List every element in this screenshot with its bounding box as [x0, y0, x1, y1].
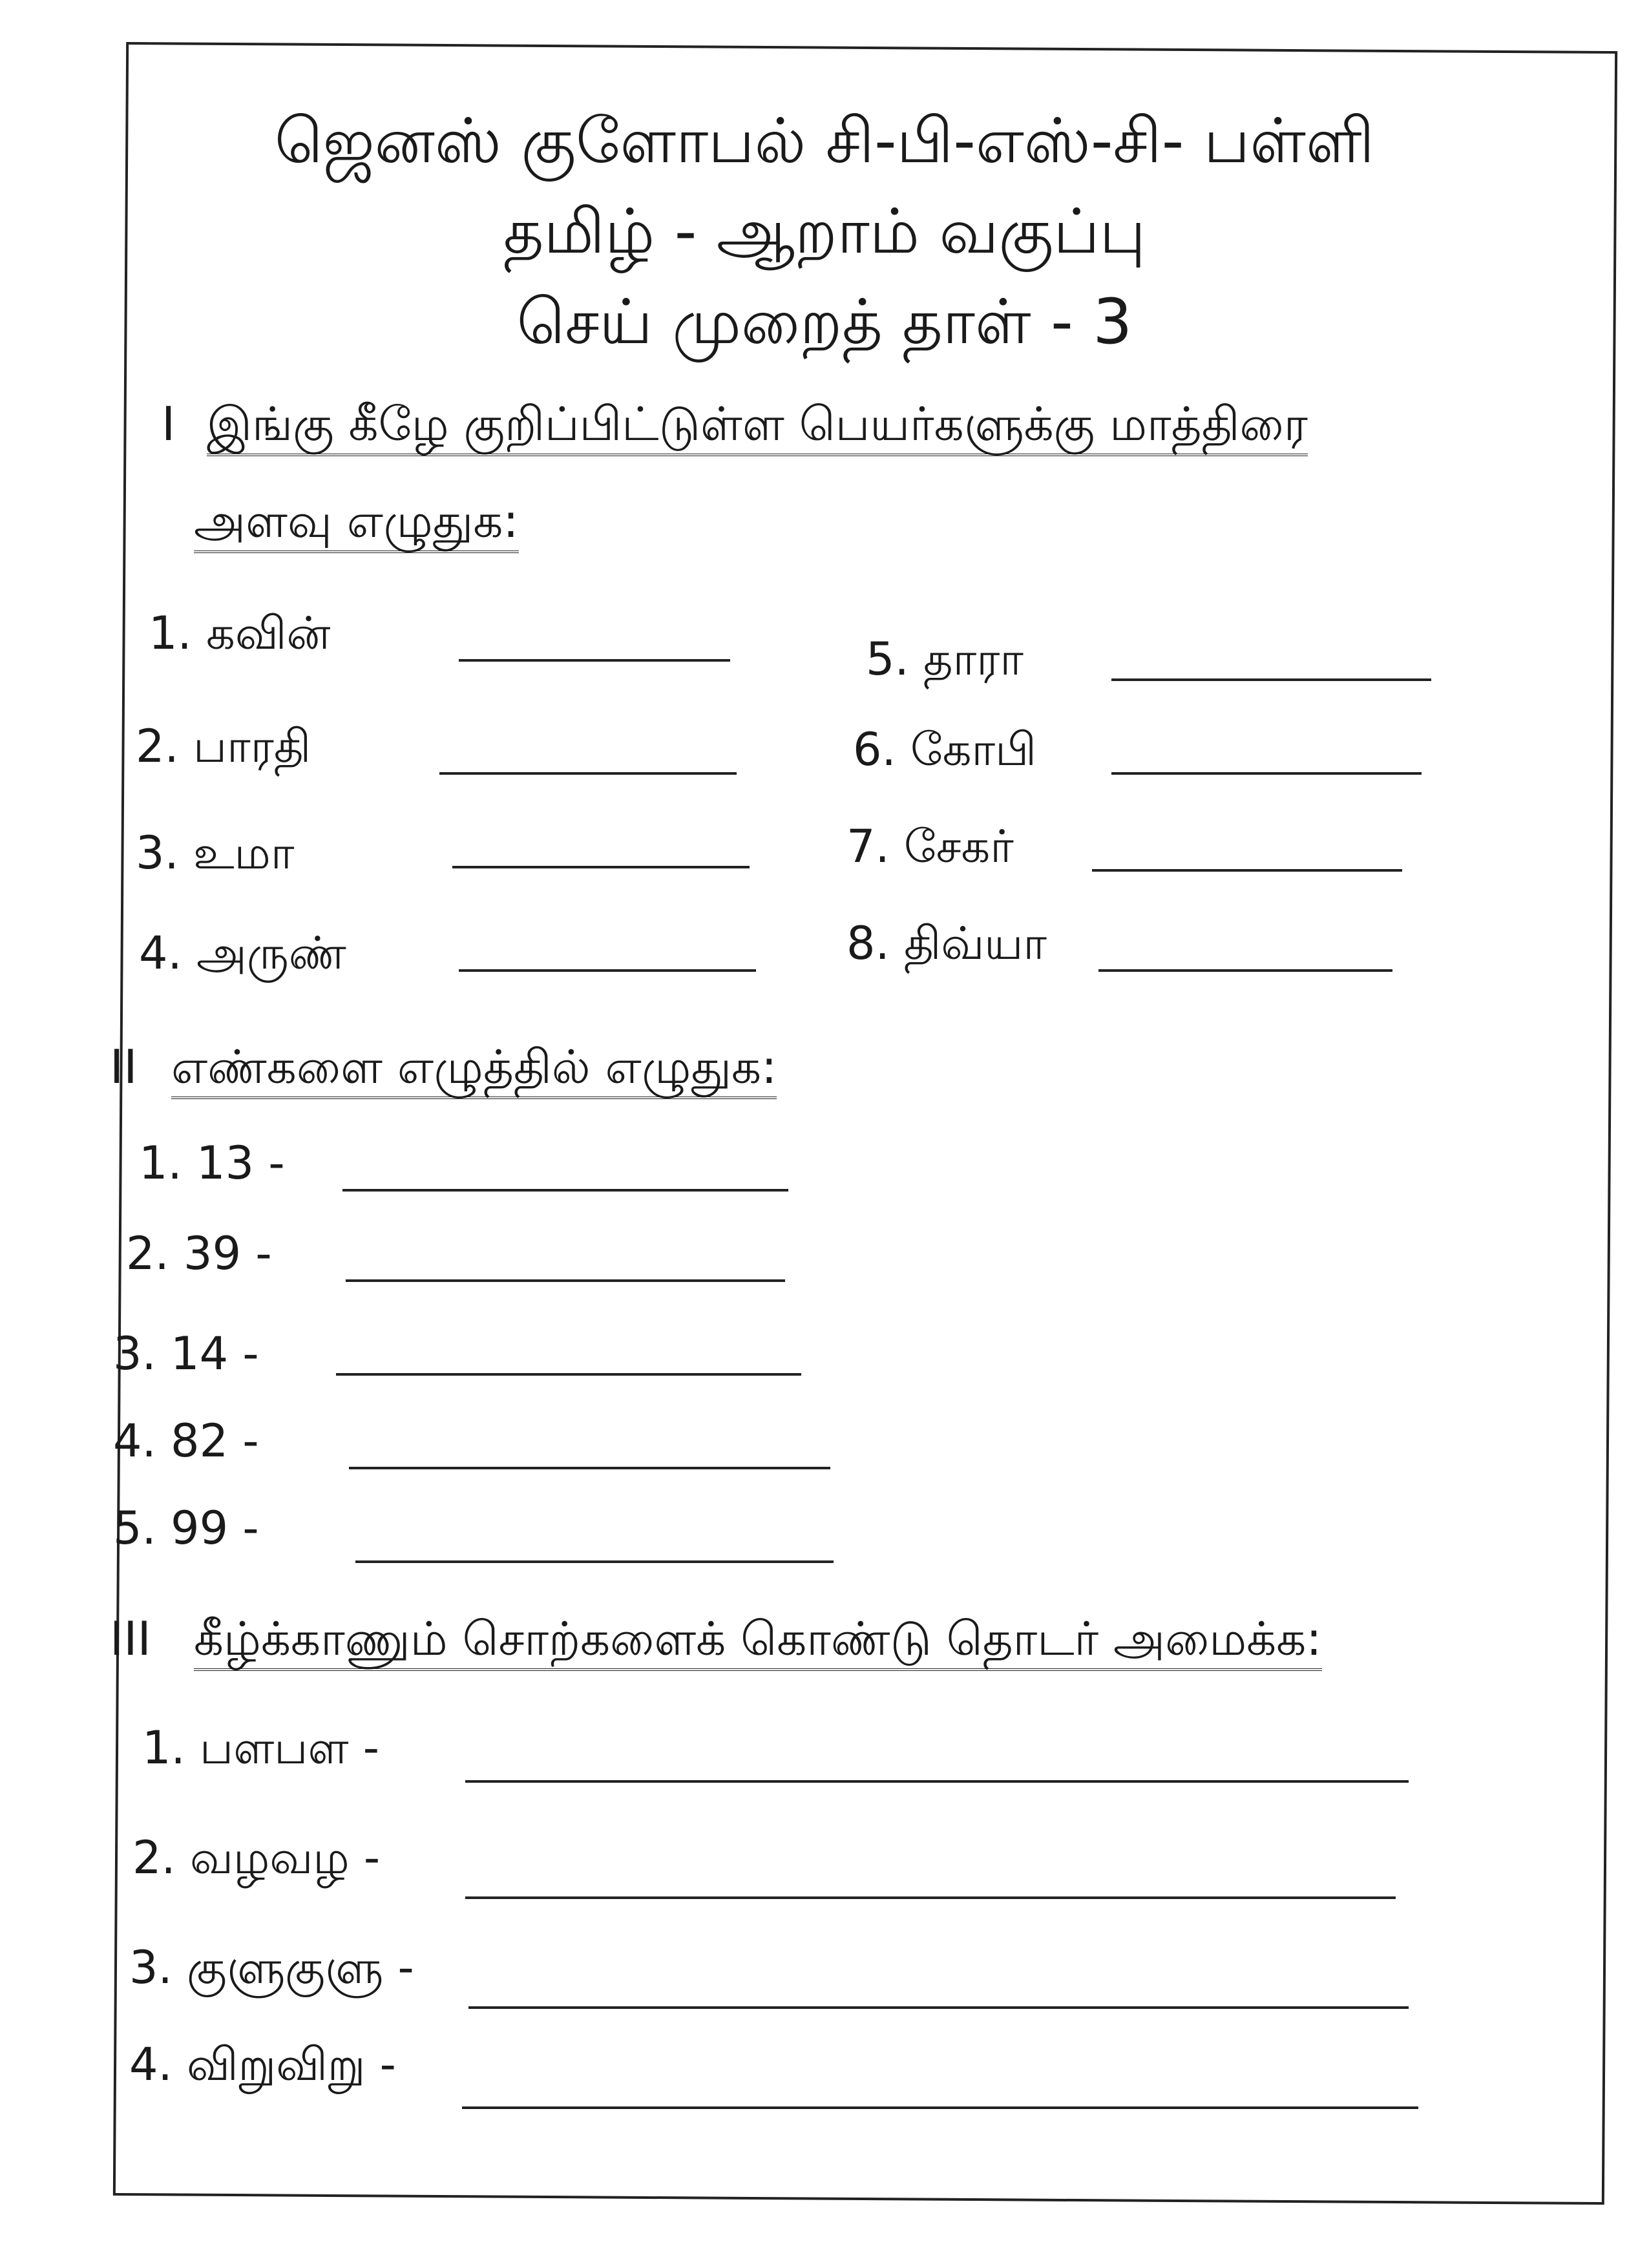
name-item-8: 8. திவ்யா	[846, 917, 1047, 970]
answer-blank-1[interactable]	[459, 659, 730, 662]
section1-number: I	[162, 397, 176, 451]
sentence-blank-1[interactable]	[465, 1780, 1409, 1783]
number-blank-1[interactable]	[342, 1189, 788, 1192]
section2-title: எண்களை எழுத்தில் எழுதுக:	[171, 1044, 777, 1099]
word-item-2: 2. வழவழ -	[132, 1831, 381, 1884]
number-item-3: 3. 14 -	[113, 1327, 259, 1380]
sentence-blank-3[interactable]	[468, 2006, 1409, 2009]
answer-blank-7[interactable]	[1092, 869, 1402, 872]
name-item-7: 7. சேகர்	[846, 820, 1014, 873]
name-item-4: 4. அருண்	[139, 927, 346, 980]
word-item-1: 1. பளபள -	[142, 1721, 380, 1774]
word-item-3: 3. குளுகுளு -	[129, 1941, 414, 1994]
number-blank-3[interactable]	[336, 1373, 801, 1376]
name-item-3: 3. உமா	[136, 826, 295, 879]
answer-blank-6[interactable]	[1111, 772, 1422, 775]
answer-blank-4[interactable]	[459, 969, 756, 972]
number-blank-5[interactable]	[355, 1560, 834, 1563]
name-item-6: 6. கோபி	[853, 723, 1036, 776]
sentence-blank-2[interactable]	[465, 1896, 1396, 1899]
name-item-2: 2. பாரதி	[136, 720, 311, 773]
number-blank-4[interactable]	[349, 1467, 830, 1469]
word-item-4: 4. விறுவிறு -	[129, 2038, 396, 2091]
section1-title-line1: இங்கு கீழே குறிப்பிட்டுள்ள பெயர்களுக்கு மாத்திரை	[207, 401, 1308, 456]
worksheet-title: செய் முறைத் தாள் - 3	[516, 286, 1133, 358]
number-item-5: 5. 99 -	[113, 1502, 259, 1555]
number-item-1: 1. 13 -	[139, 1137, 285, 1190]
section3-title: கீழ்க்காணும் சொற்களைக் கொண்டு தொடர் அமைக்க:	[194, 1615, 1322, 1671]
section3-number: III	[110, 1612, 151, 1666]
sentence-blank-4[interactable]	[462, 2106, 1418, 2109]
answer-blank-3[interactable]	[452, 866, 750, 868]
section2-number: II	[110, 1040, 138, 1094]
name-item-5: 5. தாரா	[866, 633, 1024, 686]
number-blank-2[interactable]	[346, 1279, 785, 1282]
section1-title-line2: அளவு எழுதுக:	[194, 498, 519, 553]
answer-blank-2[interactable]	[439, 772, 737, 775]
answer-blank-8[interactable]	[1098, 969, 1392, 972]
number-item-2: 2. 39 -	[126, 1227, 272, 1280]
number-item-4: 4. 82 -	[113, 1414, 259, 1467]
answer-blank-5[interactable]	[1111, 678, 1431, 681]
subject-title: தமிழ் - ஆறாம் வகுப்பு	[503, 195, 1146, 268]
school-name: ஜெனஸ் குளோபல் சி-பி-எஸ்-சி- பள்ளி	[274, 105, 1375, 177]
name-item-1: 1. கவின்	[149, 607, 331, 660]
